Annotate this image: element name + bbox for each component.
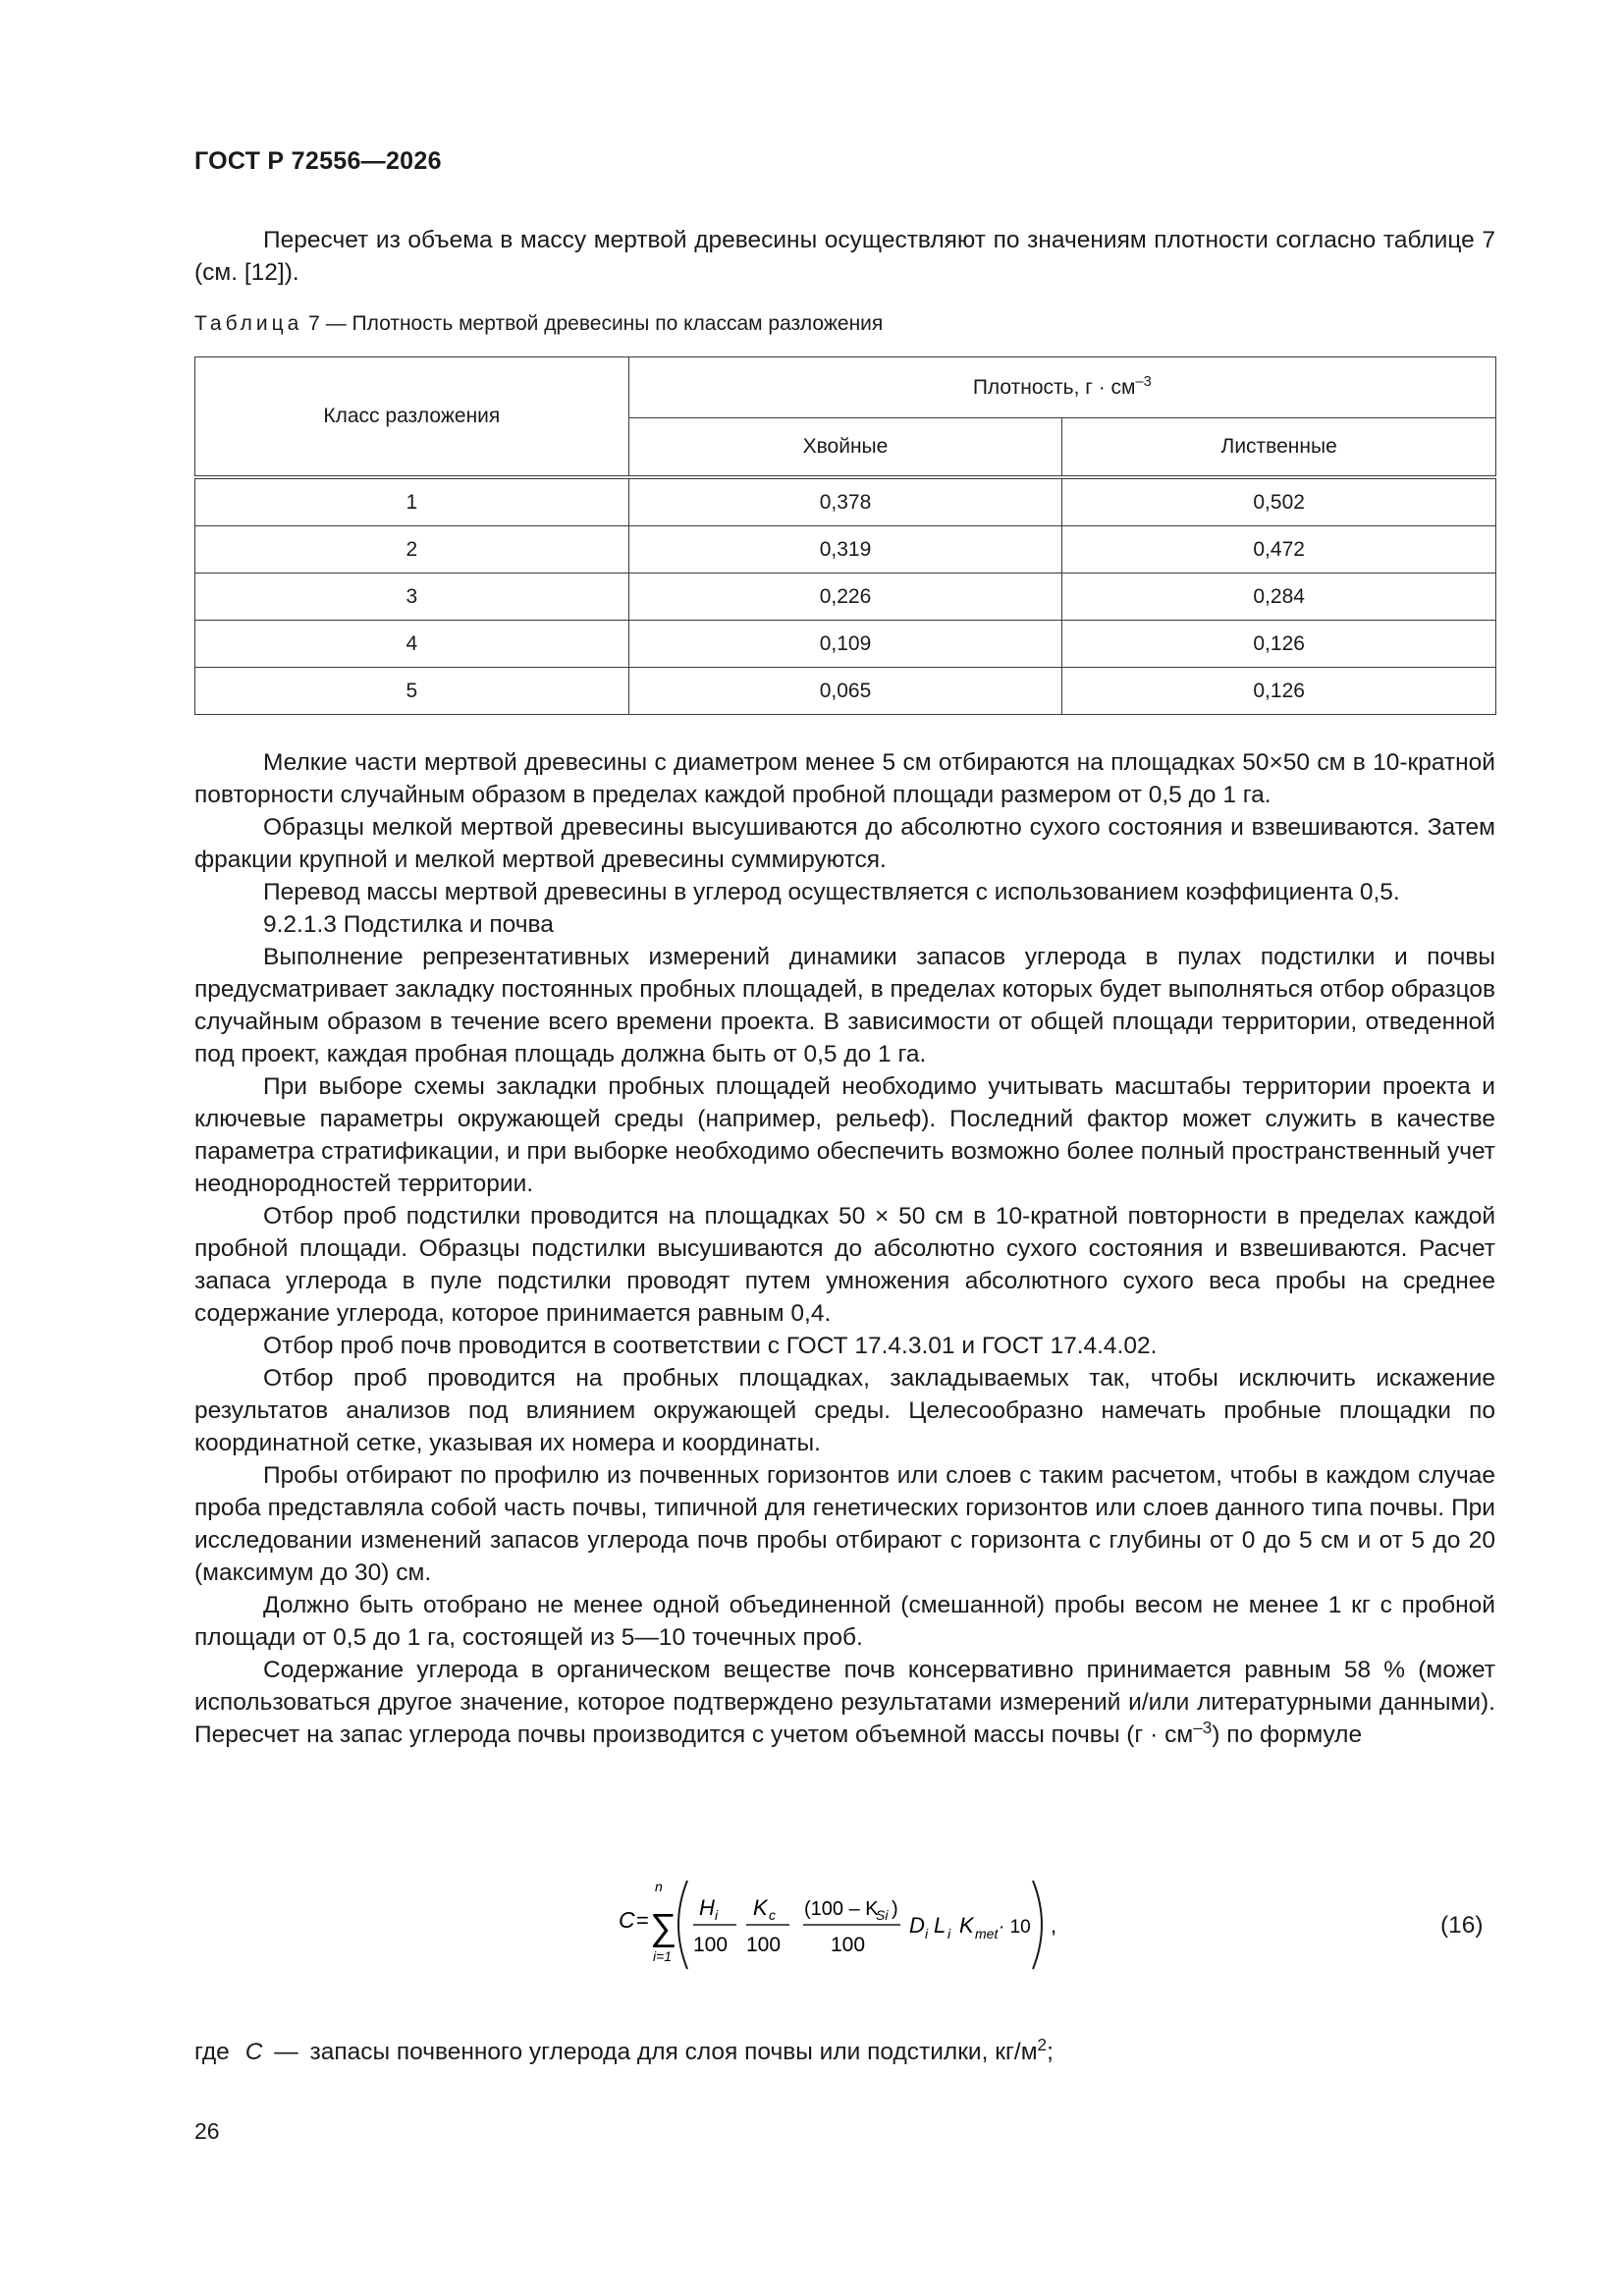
cell-deciduous: 0,126 [1062,621,1496,668]
table-row [195,668,1496,715]
cell-class: 3 [195,574,629,621]
term-d: D [909,1913,925,1938]
paragraph: Образцы мелкой мертвой древесины высушиваются до абсолютно сухого состояния и взвешиваются. Затем фракции крупной и мелкой мертвой древесины суммируются. [194,814,1495,873]
body-text [194,746,1495,1751]
paragraph: Отбор проб почв проводится в соответствии с ГОСТ 17.4.3.01 и ГОСТ 17.4.4.02. [263,1333,1158,1359]
cell-coniferous: 0,226 [628,574,1062,621]
right-paren [1033,1881,1042,1969]
table-row [195,574,1496,621]
term-ten: · 10 [999,1917,1031,1938]
sum-upper-limit: n [655,1879,663,1894]
document-code: ГОСТ Р 72556—2026 [194,147,442,175]
frac-ks: (100 – K [804,1898,879,1920]
cell-deciduous: 0,502 [1062,477,1496,526]
paragraph: Отбор проб проводится на пробных площадках, закладываемых так, чтобы исключить искажение результатов анализов под влиянием окружающей среды. Целесообразно намечать пробные площадки по координатной сетке, указывая их номера и координаты. [194,1365,1495,1456]
cell-deciduous: 0,472 [1062,526,1496,574]
density-table [194,356,1496,715]
frac-ks-denominator: 100 [831,1934,866,1956]
paragraph: При выборе схемы закладки пробных площадей необходимо учитывать масштабы территории проекта и ключевые параметры окружающей среды (например, рельеф). Последний фактор может служить в качестве параметра стратификации, и при выборке необходимо обеспечить возможно более полный пространственный учет неоднородностей территории. [194,1073,1495,1197]
intro-paragraph [194,224,1495,289]
paragraph: Мелкие части мертвой древесины с диаметром менее 5 см отбираются на площадках 50×50 см в 10-кратной повторности случайным образом в пределах каждой пробной площади размером от 0,5 до 1 га. [194,749,1495,808]
svg-text:i: i [715,1907,719,1923]
table-caption [194,312,883,336]
sum-sign: ∑ [650,1907,677,1948]
table-caption-text: 7 — Плотность мертвой древесины по классам разложения [302,312,884,335]
svg-text:met: met [975,1926,999,1941]
table-row [195,477,1496,526]
cell-coniferous: 0,065 [628,668,1062,715]
cell-class: 1 [195,477,629,526]
header-density: Плотность, $г \cdot см^{-3}$ [628,357,1495,418]
frac-k: K [753,1895,768,1920]
paragraph: Выполнение репрезентативных измерений динамики запасов углерода в пулах подстилки и почвы предусматривает закладку постоянных пробных площадей, в пределах которых будет выполняться отбор образцов случайным образом в течение всего времени проекта. В зависимости от общей площади территории, отведенной под проект, каждая пробная площадь должна быть от 0,5 до 1 га. [194,944,1495,1067]
table-row [195,526,1496,574]
svg-text:): ) [892,1898,898,1920]
cell-deciduous: 0,126 [1062,668,1496,715]
frac-k-denominator: 100 [746,1934,782,1956]
paragraph: Перевод массы мертвой древесины в углерод осуществляется с использованием коэффициента 0,5. [263,879,1400,905]
cell-class: 4 [195,621,629,668]
svg-text:,: , [1051,1913,1057,1938]
term-l: L [934,1913,947,1938]
equation-number: (16) [1440,1912,1484,1939]
cell-deciduous: 0,284 [1062,574,1496,621]
paragraph: Должно быть отобрано не менее одной объединенной (смешанной) пробы весом не менее 1 кг с пробной площади от 0,5 до 1 га, состоящей из 5—10 точечных проб. [194,1592,1495,1651]
page-number: 26 [194,2118,220,2144]
cell-coniferous: 0,319 [628,526,1062,574]
section-heading: 9.2.1.3 Подстилка и почва [263,911,554,938]
header-coniferous: Хвойные [628,418,1062,478]
header-deciduous: Лиственные [1062,418,1496,478]
left-paren [678,1881,687,1969]
formula-graphic [609,1871,1119,1989]
svg-text:Si: Si [876,1907,889,1923]
term-kmet: K [959,1913,974,1938]
svg-text:i: i [947,1926,951,1941]
cell-class: 5 [195,668,629,715]
frac-h: H [699,1895,715,1920]
paragraph: Пробы отбирают по профилю из почвенных горизонтов или слоев с таким расчетом, чтобы в каждом случае проба представляла собой часть почвы, типичной для генетических горизонтов или слоев данного типа почвы. При исследовании изменений запасов углерода почв пробы отбирают с горизонта с глубины от 0 до 5 см и от 5 до 20 (максимум до 30) см. [194,1462,1495,1586]
table-row [195,621,1496,668]
sum-lower-limit: i=1 [653,1948,673,1964]
paragraph: Содержание углерода в органическом веществе почв консервативно принимается равным 58 % (может использоваться другое значение, которое подтверждено результатами измерений и/или литературными данными). Пересчет на запас углерода почвы производится с учетом объемной массы почвы $(г \cdot см^{-3})$ по формуле [194,1657,1495,1748]
svg-text:c: c [769,1907,776,1923]
intro-text: Пересчет из объема в массу мертвой древесины осуществляют по значениям плотности согласно таблице 7 (см. [12]). [194,227,1495,286]
cell-coniferous: 0,109 [628,621,1062,668]
header-class: Класс разложения [195,357,629,478]
frac-h-denominator: 100 [693,1934,729,1956]
formula-lhs: C [619,1907,635,1933]
table-caption-prefix: Таблица [194,312,303,335]
cell-class: 2 [195,526,629,574]
formula-eq: = [636,1908,649,1933]
cell-coniferous: 0,378 [628,477,1062,526]
paragraph: Отбор проб подстилки проводится на площадках 50 × 50 см в 10-кратной повторности в пределах каждой пробной площади. Образцы подстилки высушиваются до абсолютно сухого состояния и взвешиваются. Расчет запаса углерода в пуле подстилки проводят путем умножения абсолютного сухого веса пробы на среднее содержание углерода, которое принимается равным 0,4. [194,1203,1495,1327]
where-definition: где C — запасы почвенного углерода для слоя почвы или подстилки, $кг/м^2$; [194,2034,1054,2065]
svg-text:i: i [925,1926,929,1941]
formula-16 [0,1871,1623,1989]
